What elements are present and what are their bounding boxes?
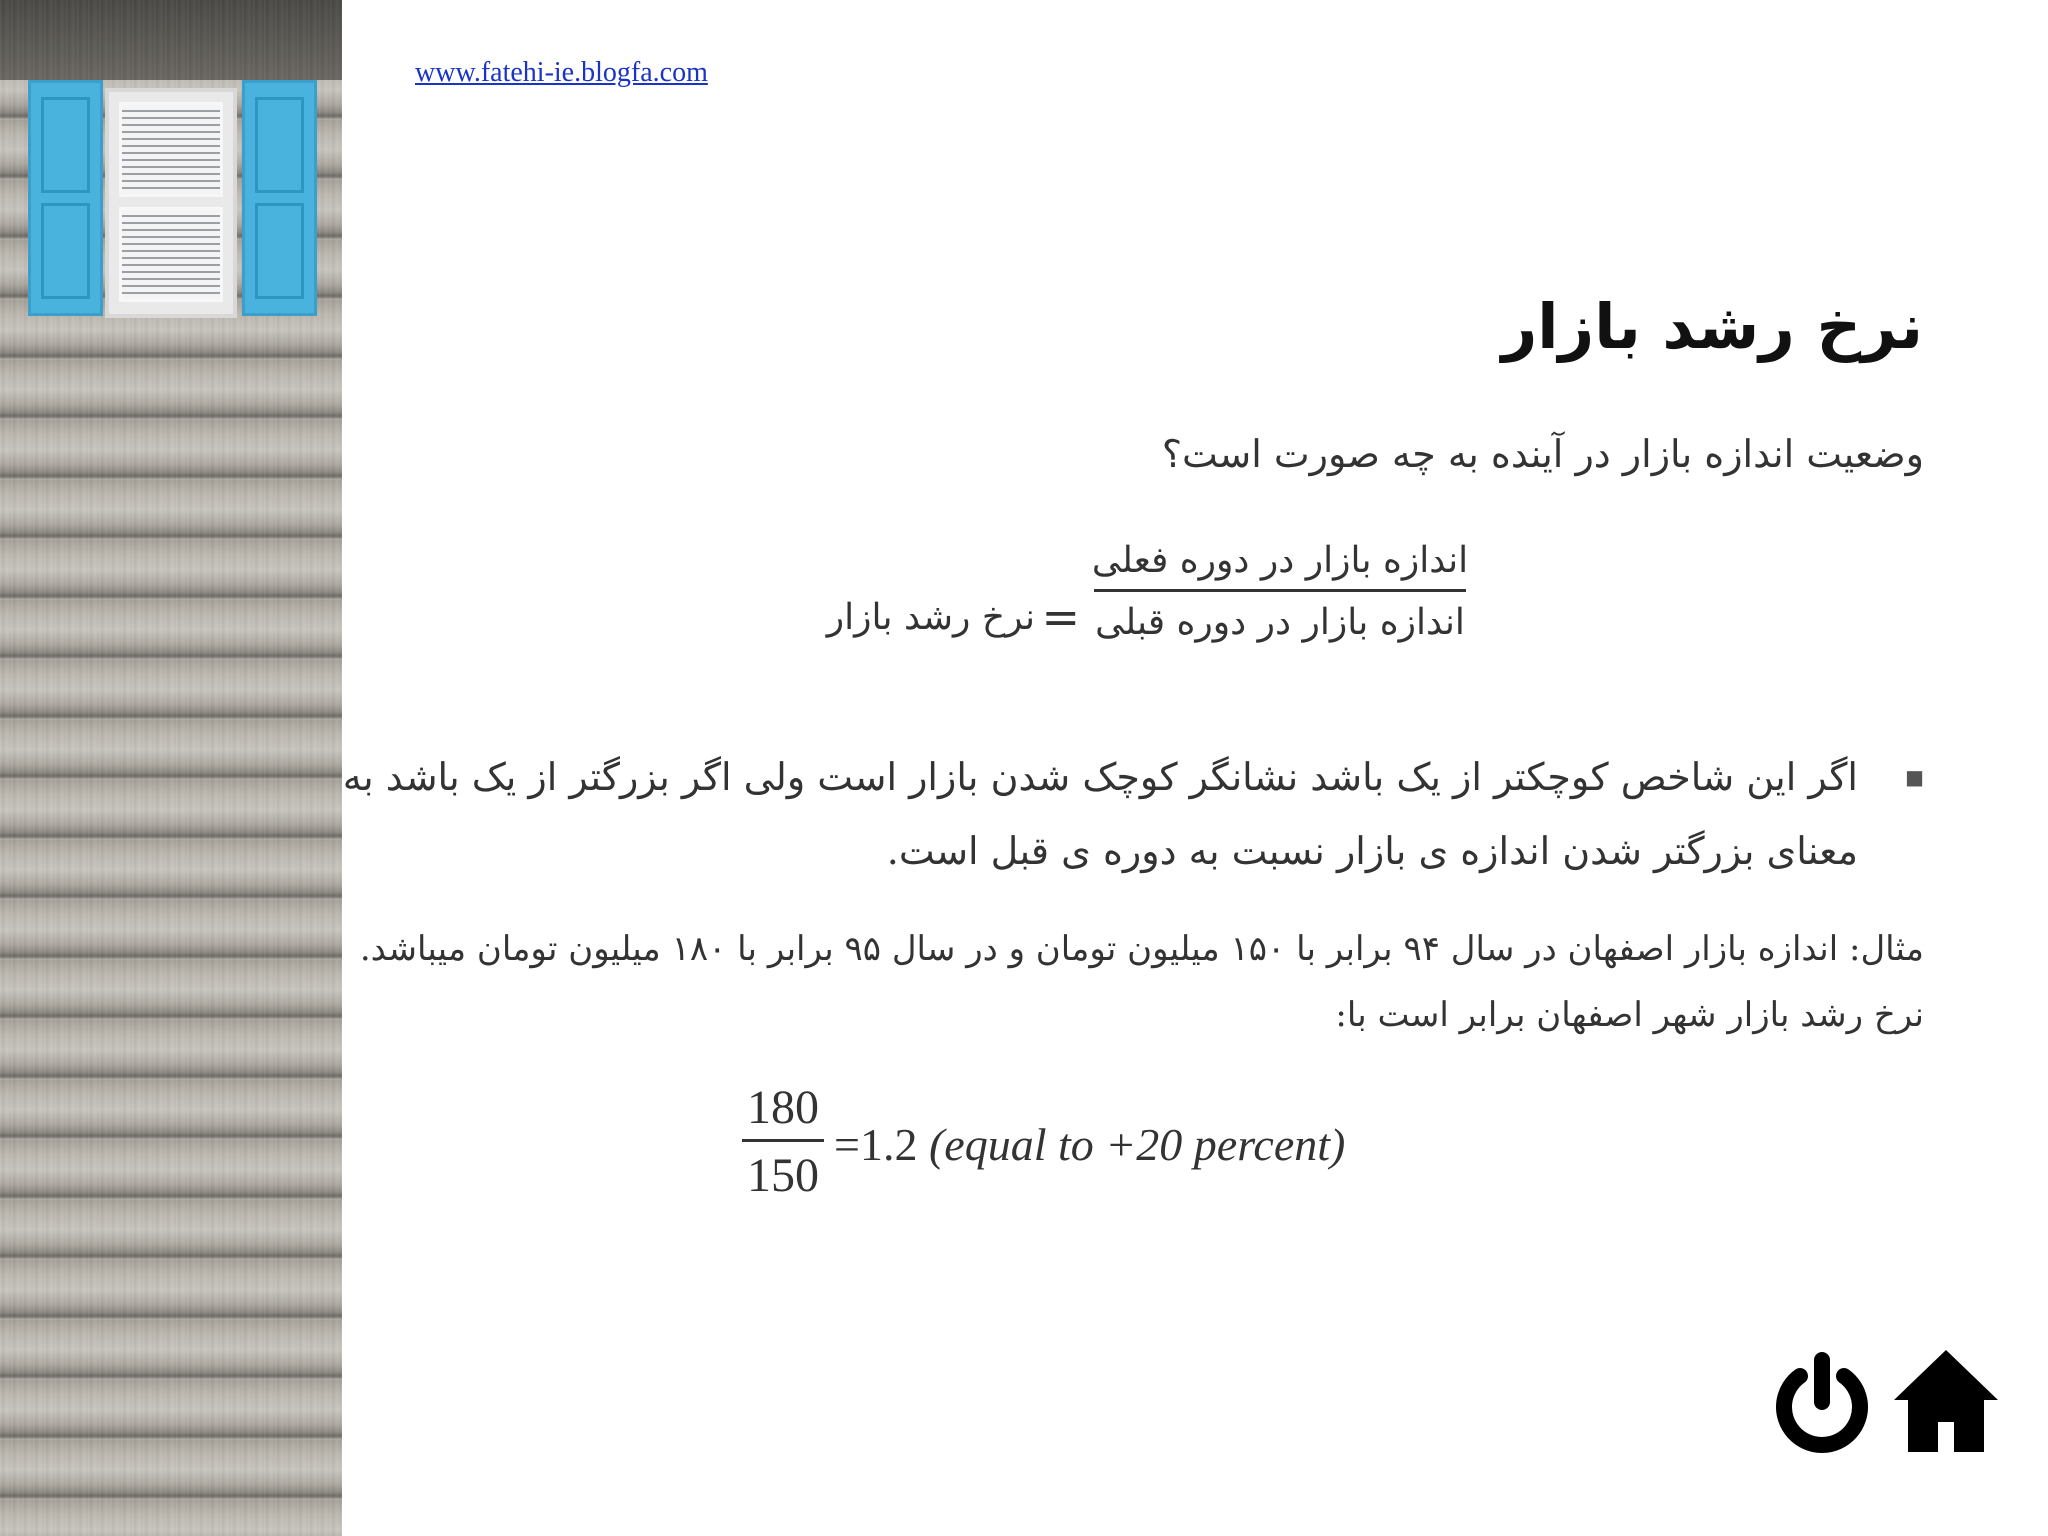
- bullet-point: [284, 740, 1924, 888]
- formula-denominator: اندازه بازار در دوره قبلی: [1095, 602, 1465, 643]
- calc-numerator: 180: [747, 1081, 819, 1134]
- slide-title: نرخ رشد بازار: [1501, 290, 1923, 363]
- formula-numerator: اندازه بازار در دوره فعلی: [1091, 540, 1469, 581]
- example-line-2: نرخ رشد بازار شهر اصفهان برابر است با:: [1335, 995, 1924, 1035]
- calc-result-value: =1.2: [834, 1119, 918, 1170]
- example-block: [284, 916, 1924, 1048]
- calc-result: [834, 1118, 1345, 1171]
- right-shutter: [242, 80, 317, 316]
- site-link[interactable]: www.fatehi-ie.blogfa.com: [415, 57, 708, 88]
- example-line-1: مثال: اندازه بازار اصفهان در سال ۹۴ برابر با ۱۵۰ میلیون تومان و در سال ۹۵ برابر با ۱۸۰ میلیون تومان میباشد.: [359, 929, 1924, 969]
- formula-fraction: [1090, 540, 1470, 643]
- calc-fraction-bar: [742, 1139, 824, 1142]
- slide-question: وضعیت اندازه بازار در آینده به چه صورت است؟: [1161, 432, 1924, 476]
- window-pane-bottom: [119, 207, 223, 302]
- example-calculation: [738, 1080, 1498, 1220]
- home-icon[interactable]: [1890, 1346, 2002, 1458]
- bullet-marker: ■: [1905, 765, 1924, 789]
- formula-equals: =: [1041, 590, 1080, 644]
- formula-lhs: نرخ رشد بازار: [826, 597, 1035, 638]
- growth-rate-formula: [810, 540, 1470, 690]
- left-shutter: [28, 80, 103, 316]
- window-pane-top: [119, 102, 223, 197]
- power-icon[interactable]: [1766, 1346, 1878, 1458]
- calc-fraction: [738, 1080, 828, 1203]
- window: [105, 88, 237, 318]
- calc-denominator: 150: [747, 1149, 819, 1202]
- bullet-text: اگر این شاخص کوچکتر از یک باشد نشانگر کوچک شدن بازار است ولی اگر بزرگتر از یک باشد به معنای بزرگتر شدن اندازه ی بازار نسبت به دوره ی قبل است.: [342, 755, 1858, 873]
- calc-result-note: (equal to +20 percent): [928, 1119, 1346, 1170]
